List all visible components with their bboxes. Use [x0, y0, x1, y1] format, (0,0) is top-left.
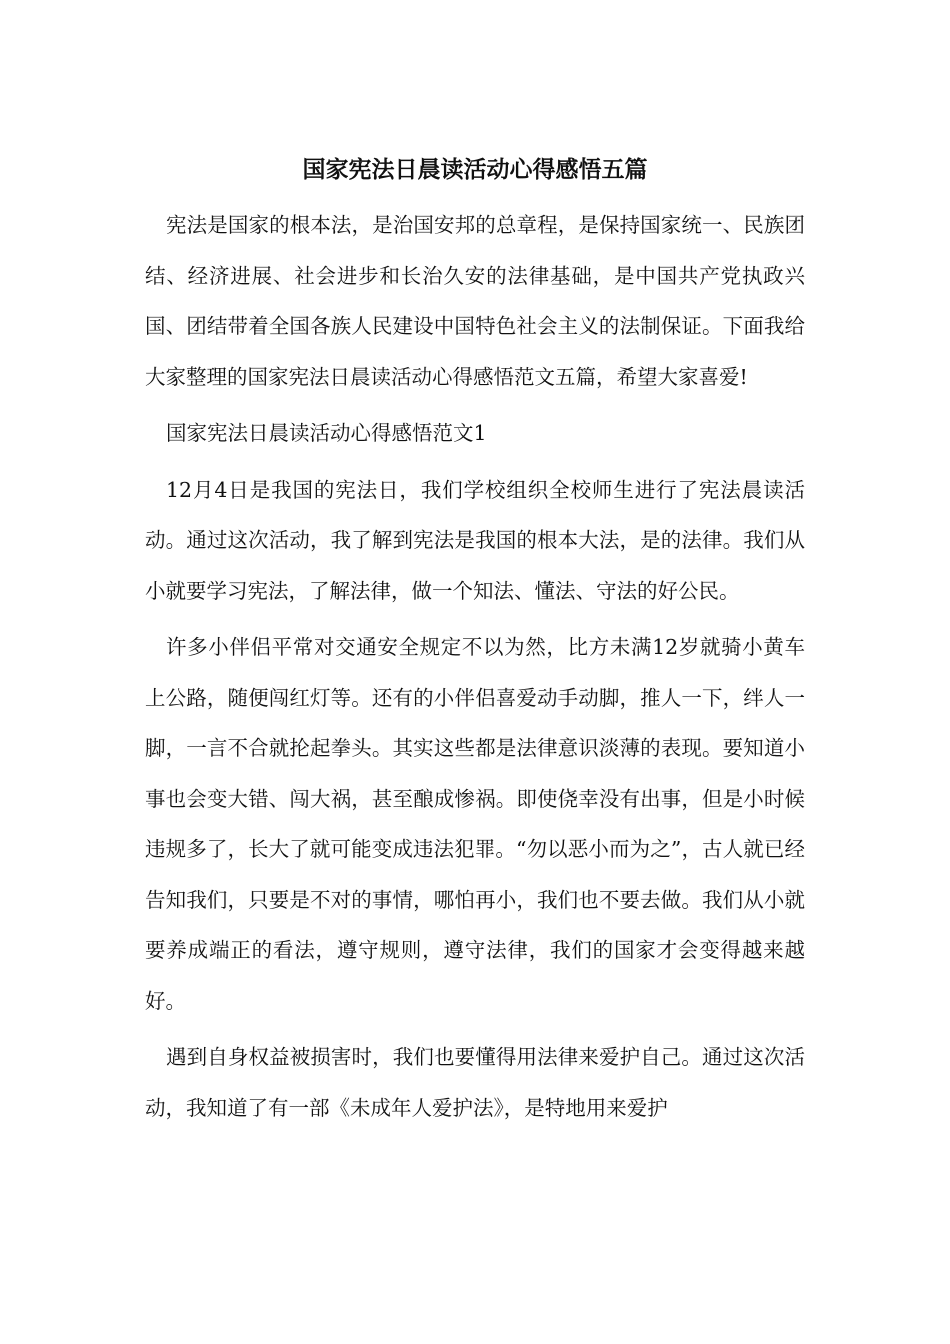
section-heading-essay-1: 国家宪法日晨读活动心得感悟范文1 [166, 421, 487, 445]
body-paragraph: 12月4日是我国的宪法日，我们学校组织全校师生进行了宪法晨读活动。通过这次活动，我了解到宪法是我国的根本大法，是的法律。我们从小就要学习宪法，了解法律，做一个知法、懂法、守法的好公民。 [145, 477, 805, 603]
document-title: 国家宪法日晨读活动心得感悟五篇 [302, 156, 648, 183]
body-paragraph: 许多小伴侣平常对交通安全规定不以为然，比方未满12岁就骑小黄车上公路，随便闯红灯等。还有的小伴侣喜爱动手动脚，推人一下，绊人一脚，一言不合就抡起拳头。其实这些都是法律意识淡薄的表现。要知道小事也会变大错、闯大祸，甚至酿成惨祸。即使侥幸没有出事，但是小时候违规多了，长大了就可能变成违法犯罪。“勿以恶小而为之”，古人就已经告知我们，只要是不对的事情，哪怕再小，我们也不要去做。我们从小就要养成端正的看法，遵守规则，遵守法律，我们的国家才会变得越来越好。 [145, 635, 805, 1013]
document-body [145, 148, 805, 1139]
intro-paragraph: 宪法是国家的根本法，是治国安邦的总章程，是保持国家统一、民族团结、经济进展、社会进步和长治久安的法律基础，是中国共产党执政兴国、团结带着全国各族人民建设中国特色社会主义的法制保证。下面我给大家整理的国家宪法日晨读活动心得感悟范文五篇，希望大家喜爱! [145, 213, 805, 389]
body-paragraph: 遇到自身权益被损害时，我们也要懂得用法律来爱护自己。通过这次活动，我知道了有一部《未成年人爱护法》，是特地用来爱护 [145, 1045, 805, 1120]
